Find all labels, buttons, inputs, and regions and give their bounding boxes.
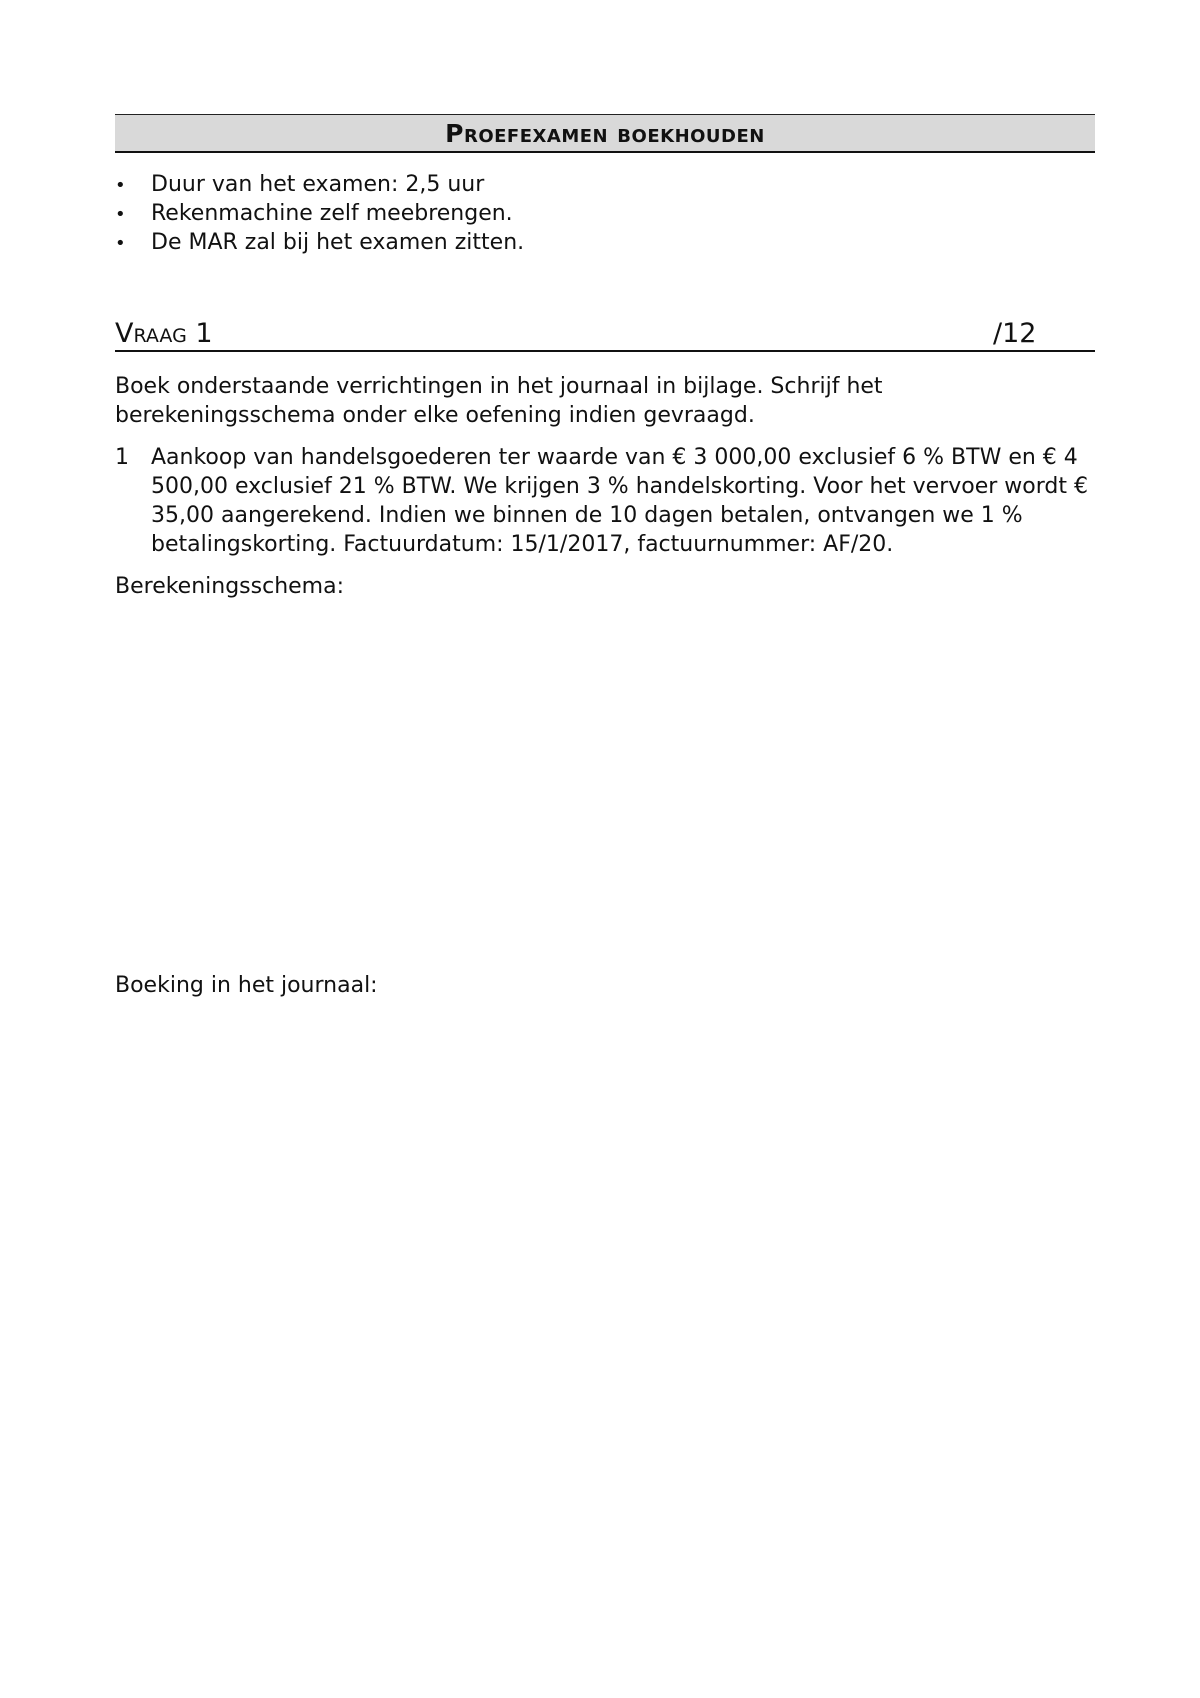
calculation-answer-area[interactable] [115, 610, 1095, 960]
exercise-item [115, 443, 1100, 559]
bullet-icon: • [115, 175, 126, 196]
instruction-text: Rekenmachine zelf meebrengen. [151, 201, 513, 226]
instruction-text: De MAR zal bij het examen zitten. [151, 230, 525, 255]
bullet-icon: • [115, 204, 126, 225]
instruction-list [115, 170, 524, 257]
question-title: Vraag 1 [115, 318, 213, 349]
instruction-text: Duur van het examen: 2,5 uur [151, 172, 485, 197]
exercise-text: Aankoop van handelsgoederen ter waarde van € 3 000,00 exclusief 6 % BTW en € 4 500,00 exclusief 21 % BTW. We krijgen 3 % handelskorting. Voor het vervoer wordt € 35,00 aangerekend. Indien we binnen de 10 dagen betalen, ontvangen we 1 % betalingskorting. Factuurdatum: 15/1/2017, factuurnummer: AF/20. [151, 445, 1088, 557]
journal-label: Boeking in het journaal: [115, 973, 378, 998]
instruction-item [115, 199, 524, 228]
exercise-number: 1 [115, 445, 129, 470]
question-score: /12 [993, 318, 1037, 349]
instruction-item [115, 170, 524, 199]
instruction-item [115, 228, 524, 257]
question-intro: Boek onderstaande verrichtingen in het journaal in bijlage. Schrijf het berekeningsschema onder elke oefening indien gevraagd. [115, 374, 883, 428]
bullet-icon: • [115, 233, 126, 254]
page-title: Proefexamen boekhouden [445, 118, 765, 148]
page-header [115, 114, 1095, 153]
question-header [115, 318, 1095, 352]
calculation-label: Berekeningsschema: [115, 574, 345, 599]
journal-answer-area[interactable] [115, 1010, 1095, 1630]
